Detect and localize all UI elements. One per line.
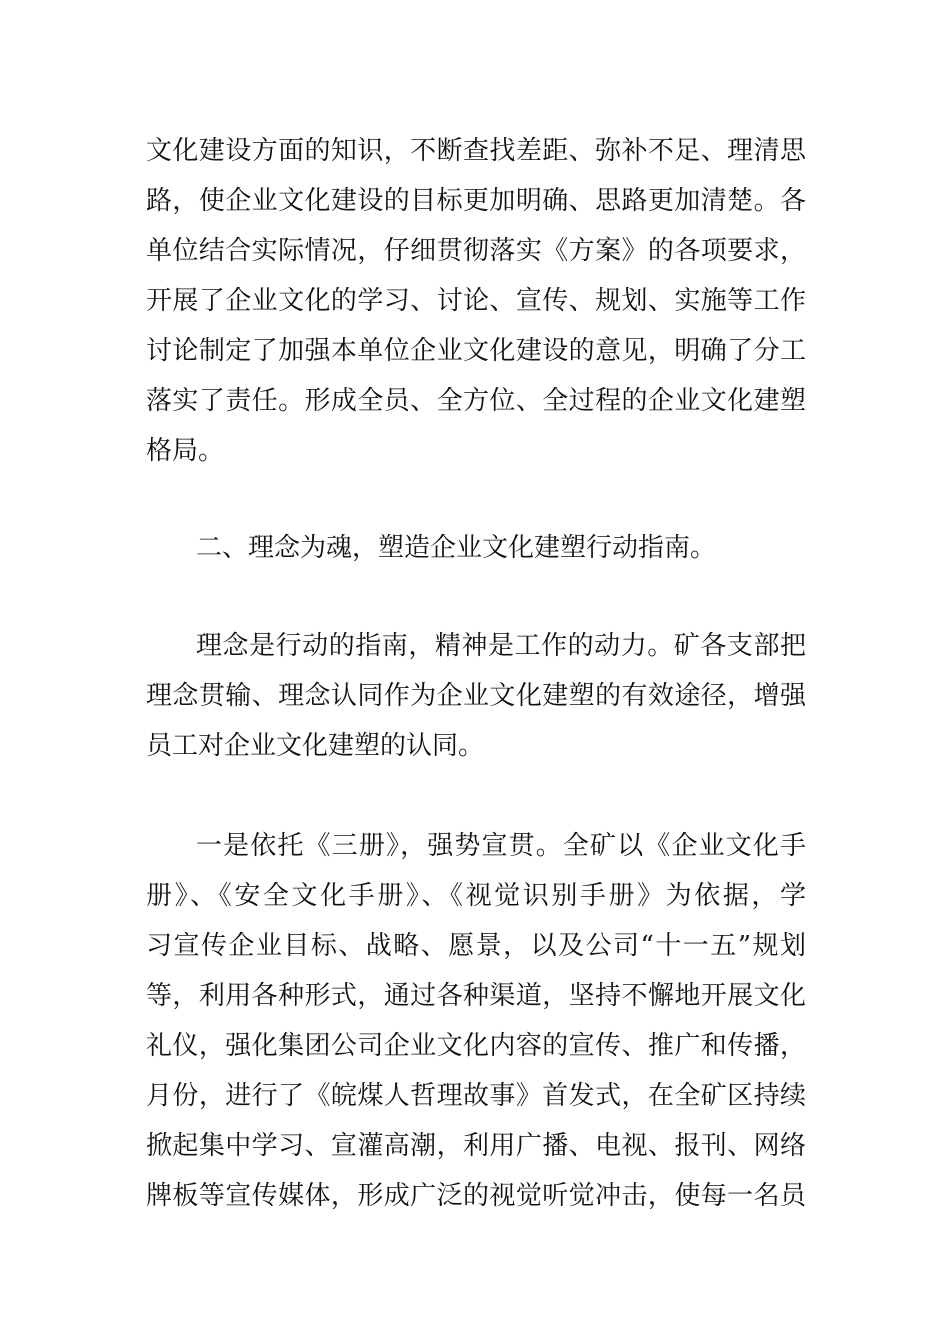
paragraph-3-line-7: 掀起集中学习、宣灌高潮，利用广播、电视、报刊、网络 — [146, 1131, 806, 1161]
paragraph-1-line-7: 格局。 — [146, 436, 225, 466]
paragraph-2-line-3: 员工对企业文化建塑的认同。 — [146, 731, 485, 761]
paragraph-2-line-1: 理念是行动的指南，精神是工作的动力。矿各支部把 — [196, 631, 806, 661]
paragraph-3-line-1: 一是依托《三册》，强势宣贯。全矿以《企业文化手 — [196, 831, 806, 861]
paragraph-3-line-5: 礼仪，强化集团公司企业文化内容的宣传、推广和传播， — [146, 1031, 806, 1061]
paragraph-3-line-2: 册》、《安全文化手册》、《视觉识别手册》为依据，学 — [146, 881, 806, 911]
paragraph-1-line-1: 文化建设方面的知识，不断查找差距、弥补不足、理清思 — [146, 136, 806, 166]
section-heading: 二、理念为魂，塑造企业文化建塑行动指南。 — [196, 533, 717, 563]
paragraph-3-line-3: 习宣传企业目标、战略、愿景，以及公司“十一五”规划 — [146, 931, 806, 961]
paragraph-1-line-6: 落实了责任。形成全员、全方位、全过程的企业文化建塑 — [146, 386, 806, 416]
paragraph-1-line-5: 讨论制定了加强本单位企业文化建设的意见，明确了分工 — [146, 336, 806, 366]
paragraph-1-line-2: 路，使企业文化建设的目标更加明确、思路更加清楚。各 — [146, 186, 806, 216]
paragraph-2-line-2: 理念贯输、理念认同作为企业文化建塑的有效途径，增强 — [146, 681, 806, 711]
paragraph-1-line-4: 开展了企业文化的学习、讨论、宣传、规划、实施等工作 — [146, 286, 806, 316]
paragraph-3-line-8: 牌板等宣传媒体，形成广泛的视觉听觉冲击，使每一名员 — [146, 1181, 806, 1211]
paragraph-3-line-4: 等，利用各种形式，通过各种渠道，坚持不懈地开展文化 — [146, 981, 806, 1011]
paragraph-3-line-6: 月份，进行了《皖煤人哲理故事》首发式，在全矿区持续 — [146, 1081, 806, 1111]
paragraph-1-line-3: 单位结合实际情况，仔细贯彻落实《方案》的各项要求， — [146, 236, 806, 266]
